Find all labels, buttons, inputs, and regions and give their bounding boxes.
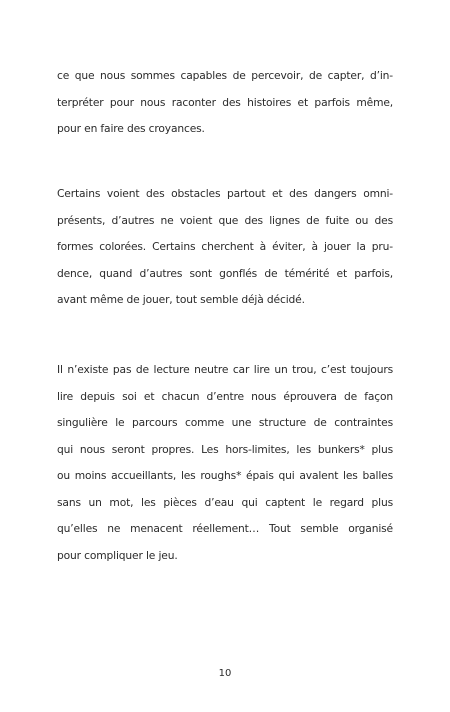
text-line: sans un mot, les pièces d’eau qui captent le regard plus [57,495,393,509]
text-line: qu’elles ne menacent réellement… Tout semble organisé [57,522,393,535]
text-line: Il n’existe pas de lecture neutre car lire un trou, c’est toujours [57,363,393,376]
text-line: ce que nous sommes capables de percevoir, de capter, d’in- [57,69,393,82]
text-line: qui nous seront propres. Les hors-limites, les bunkers* plus [57,442,393,456]
text-line: pour en faire des croyances. [57,122,205,135]
text-line: Certains voient des obstacles partout et des dangers omni- [57,187,393,200]
text-line: lire depuis soi et chacun d’entre nous éprouvera de façon [57,389,393,403]
paragraph-2 [57,181,393,314]
page-number: 10 [218,668,232,679]
paragraph-1 [57,63,393,143]
text-line: dence, quand d’autres sont gonflés de témérité et parfois, [57,266,393,280]
text-line: avant même de jouer, tout semble déjà décidé. [57,293,305,306]
text-line: terpréter pour nous raconter des histoires et parfois même, [57,95,393,109]
text-line: pour compliquer le jeu. [57,548,178,562]
text-line: singulière le parcours comme une structure de contraintes [57,416,393,429]
text-line: formes colorées. Certains cherchent à éviter, à jouer la pru- [57,240,393,253]
text-line: ou moins accueillants, les roughs* épais qui avalent les balles [57,469,393,482]
paragraph-3 [57,357,393,569]
text-line: présents, d’autres ne voient que des lignes de fuite ou des [57,213,393,227]
